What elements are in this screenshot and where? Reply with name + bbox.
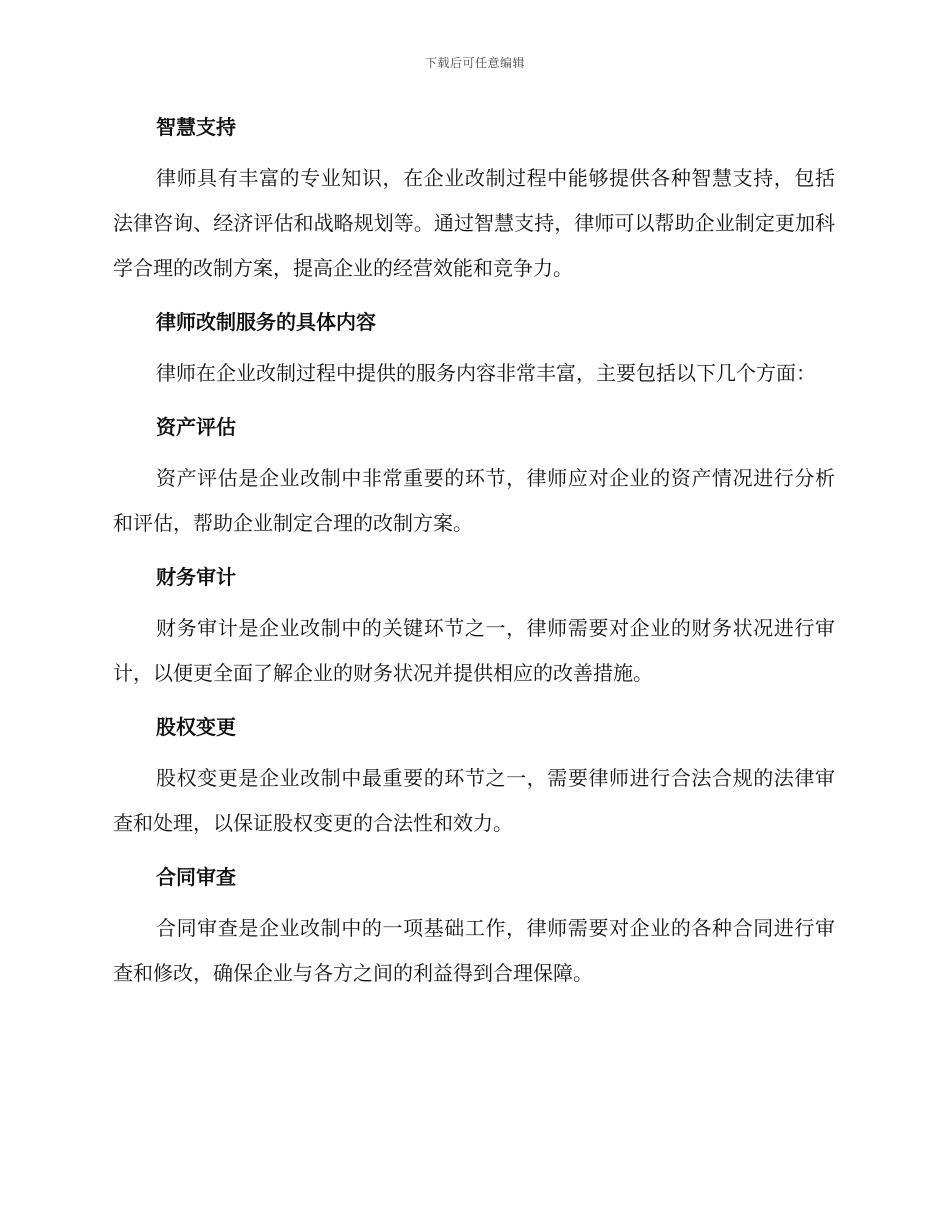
section-paragraph-financial-audit: 财务审计是企业改制中的关键环节之一，律师需要对企业的财务状况进行审计，以便更全面了解企业的财务状况并提供相应的改善措施。: [113, 616, 835, 685]
page-header: 下载后可任意编辑: [424, 56, 525, 70]
section-paragraph-equity-change: 股权变更是企业改制中最重要的环节之一，需要律师进行合法合规的法律审查和处理，以保证股权变更的合法性和效力。: [113, 766, 835, 835]
section-heading-financial-audit: 财务审计: [156, 565, 236, 589]
section-paragraph-asset-evaluation: 资产评估是企业改制中非常重要的环节，律师应对企业的资产情况进行分析和评估，帮助企业制定合理的改制方案。: [113, 466, 835, 535]
document-body: [113, 110, 835, 1010]
section-paragraph-contract-review: 合同审查是企业改制中的一项基础工作，律师需要对企业的各种合同进行审查和修改，确保企业与各方之间的利益得到合理保障。: [113, 916, 835, 985]
section-heading-equity-change: 股权变更: [156, 715, 236, 739]
section-heading-contract-review: 合同审查: [156, 865, 236, 889]
section-heading-asset-evaluation: 资产评估: [156, 415, 236, 439]
section-heading-wisdom-support: 智慧支持: [156, 115, 236, 139]
section-paragraph-wisdom-support: 律师具有丰富的专业知识，在企业改制过程中能够提供各种智慧支持，包括法律咨询、经济评估和战略规划等。通过智慧支持，律师可以帮助企业制定更加科学合理的改制方案，提高企业的经营效能和竞争力。: [113, 166, 835, 280]
section-heading-service-content: 律师改制服务的具体内容: [156, 310, 376, 334]
section-paragraph-service-content: 律师在企业改制过程中提供的服务内容非常丰富，主要包括以下几个方面：: [156, 361, 816, 385]
